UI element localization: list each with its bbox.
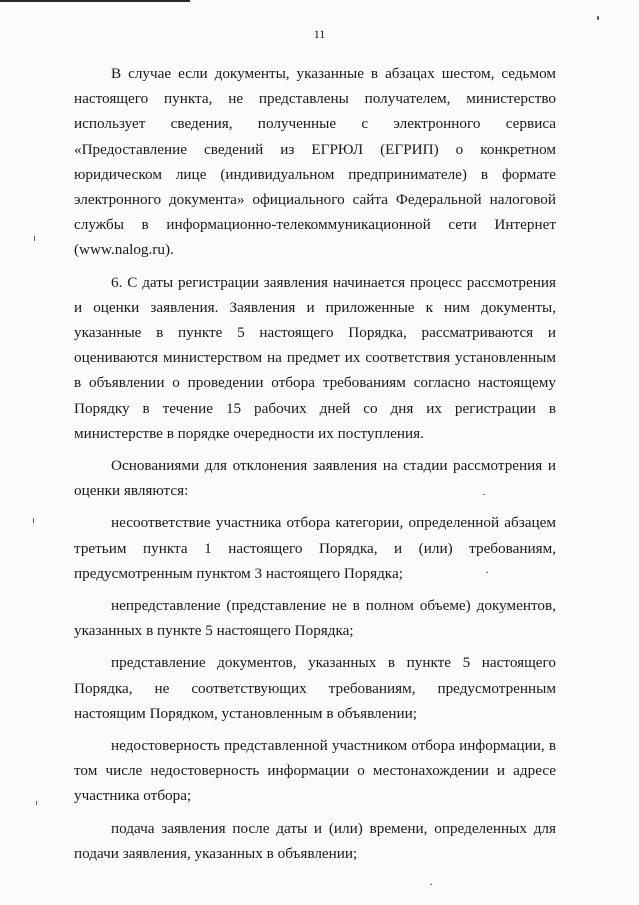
scan-speck — [36, 801, 37, 805]
paragraph-rejection-grounds-intro: Основаниями для отклонения заявления на стадии рассмотрения и оценки являются: — [74, 457, 556, 500]
document-body — [74, 61, 556, 866]
paragraph-ground-unreliable-info: недостоверность представленной участником отбора информации, в том числе недостоверность информации о местонахождении и адресе участника отбора; — [74, 737, 556, 805]
scan-speck — [33, 518, 34, 523]
scan-speck — [430, 884, 432, 885]
paragraph-egrul-info: В случае если документы, указанные в абзацах шестом, седьмом настоящего пункта, не представлены получателем, министерство использует сведения, полученные с электронного сервиса «Предоставление сведений из ЕГРЮЛ (ЕГРИП) о конкретном юридическом лице (индивидуальном предпринимателе) в формате электронного документа» официального сайта Федеральной налоговой службы в информационно-телекоммуникационной сети Интернет (www.nalog.ru). — [74, 65, 556, 259]
scan-top-rule — [0, 0, 190, 2]
paragraph-ground-category-mismatch: несоответствие участника отбора категории, определенной абзацем третьим пункта 1 настоящего Порядка, и (или) требованиям, предусмотренным пунктом 3 настоящего Порядка; — [74, 514, 556, 582]
scan-speck — [597, 16, 599, 20]
paragraph-ground-missing-documents: непредставление (представление не в полном объеме) документов, указанных в пункте 5 настоящего Порядка; — [74, 597, 556, 640]
paragraph-ground-noncompliant-documents: представление документов, указанных в пункте 5 настоящего Порядка, не соответствующих требованиям, предусмотренным настоящим Порядком, установленным в объявлении; — [74, 654, 556, 722]
paragraph-review-process: 6. С даты регистрации заявления начинается процесс рассмотрения и оценки заявления. Заявления и приложенные к ним документы, указанные в пункте 5 настоящего Порядка, рассматриваются и оцениваются министерством на предмет их соответствия установленным в объявлении о проведении отбора требованиям согласно настоящему Порядку в течение 15 рабочих дней со дня их регистрации в министерстве в порядке очередности их поступления. — [74, 273, 556, 442]
page-number: 11 — [313, 27, 326, 41]
scan-speck — [34, 236, 35, 241]
paragraph-ground-late-submission: подача заявления после даты и (или) времени, определенных для подачи заявления, указанных в объявлении; — [74, 819, 556, 862]
